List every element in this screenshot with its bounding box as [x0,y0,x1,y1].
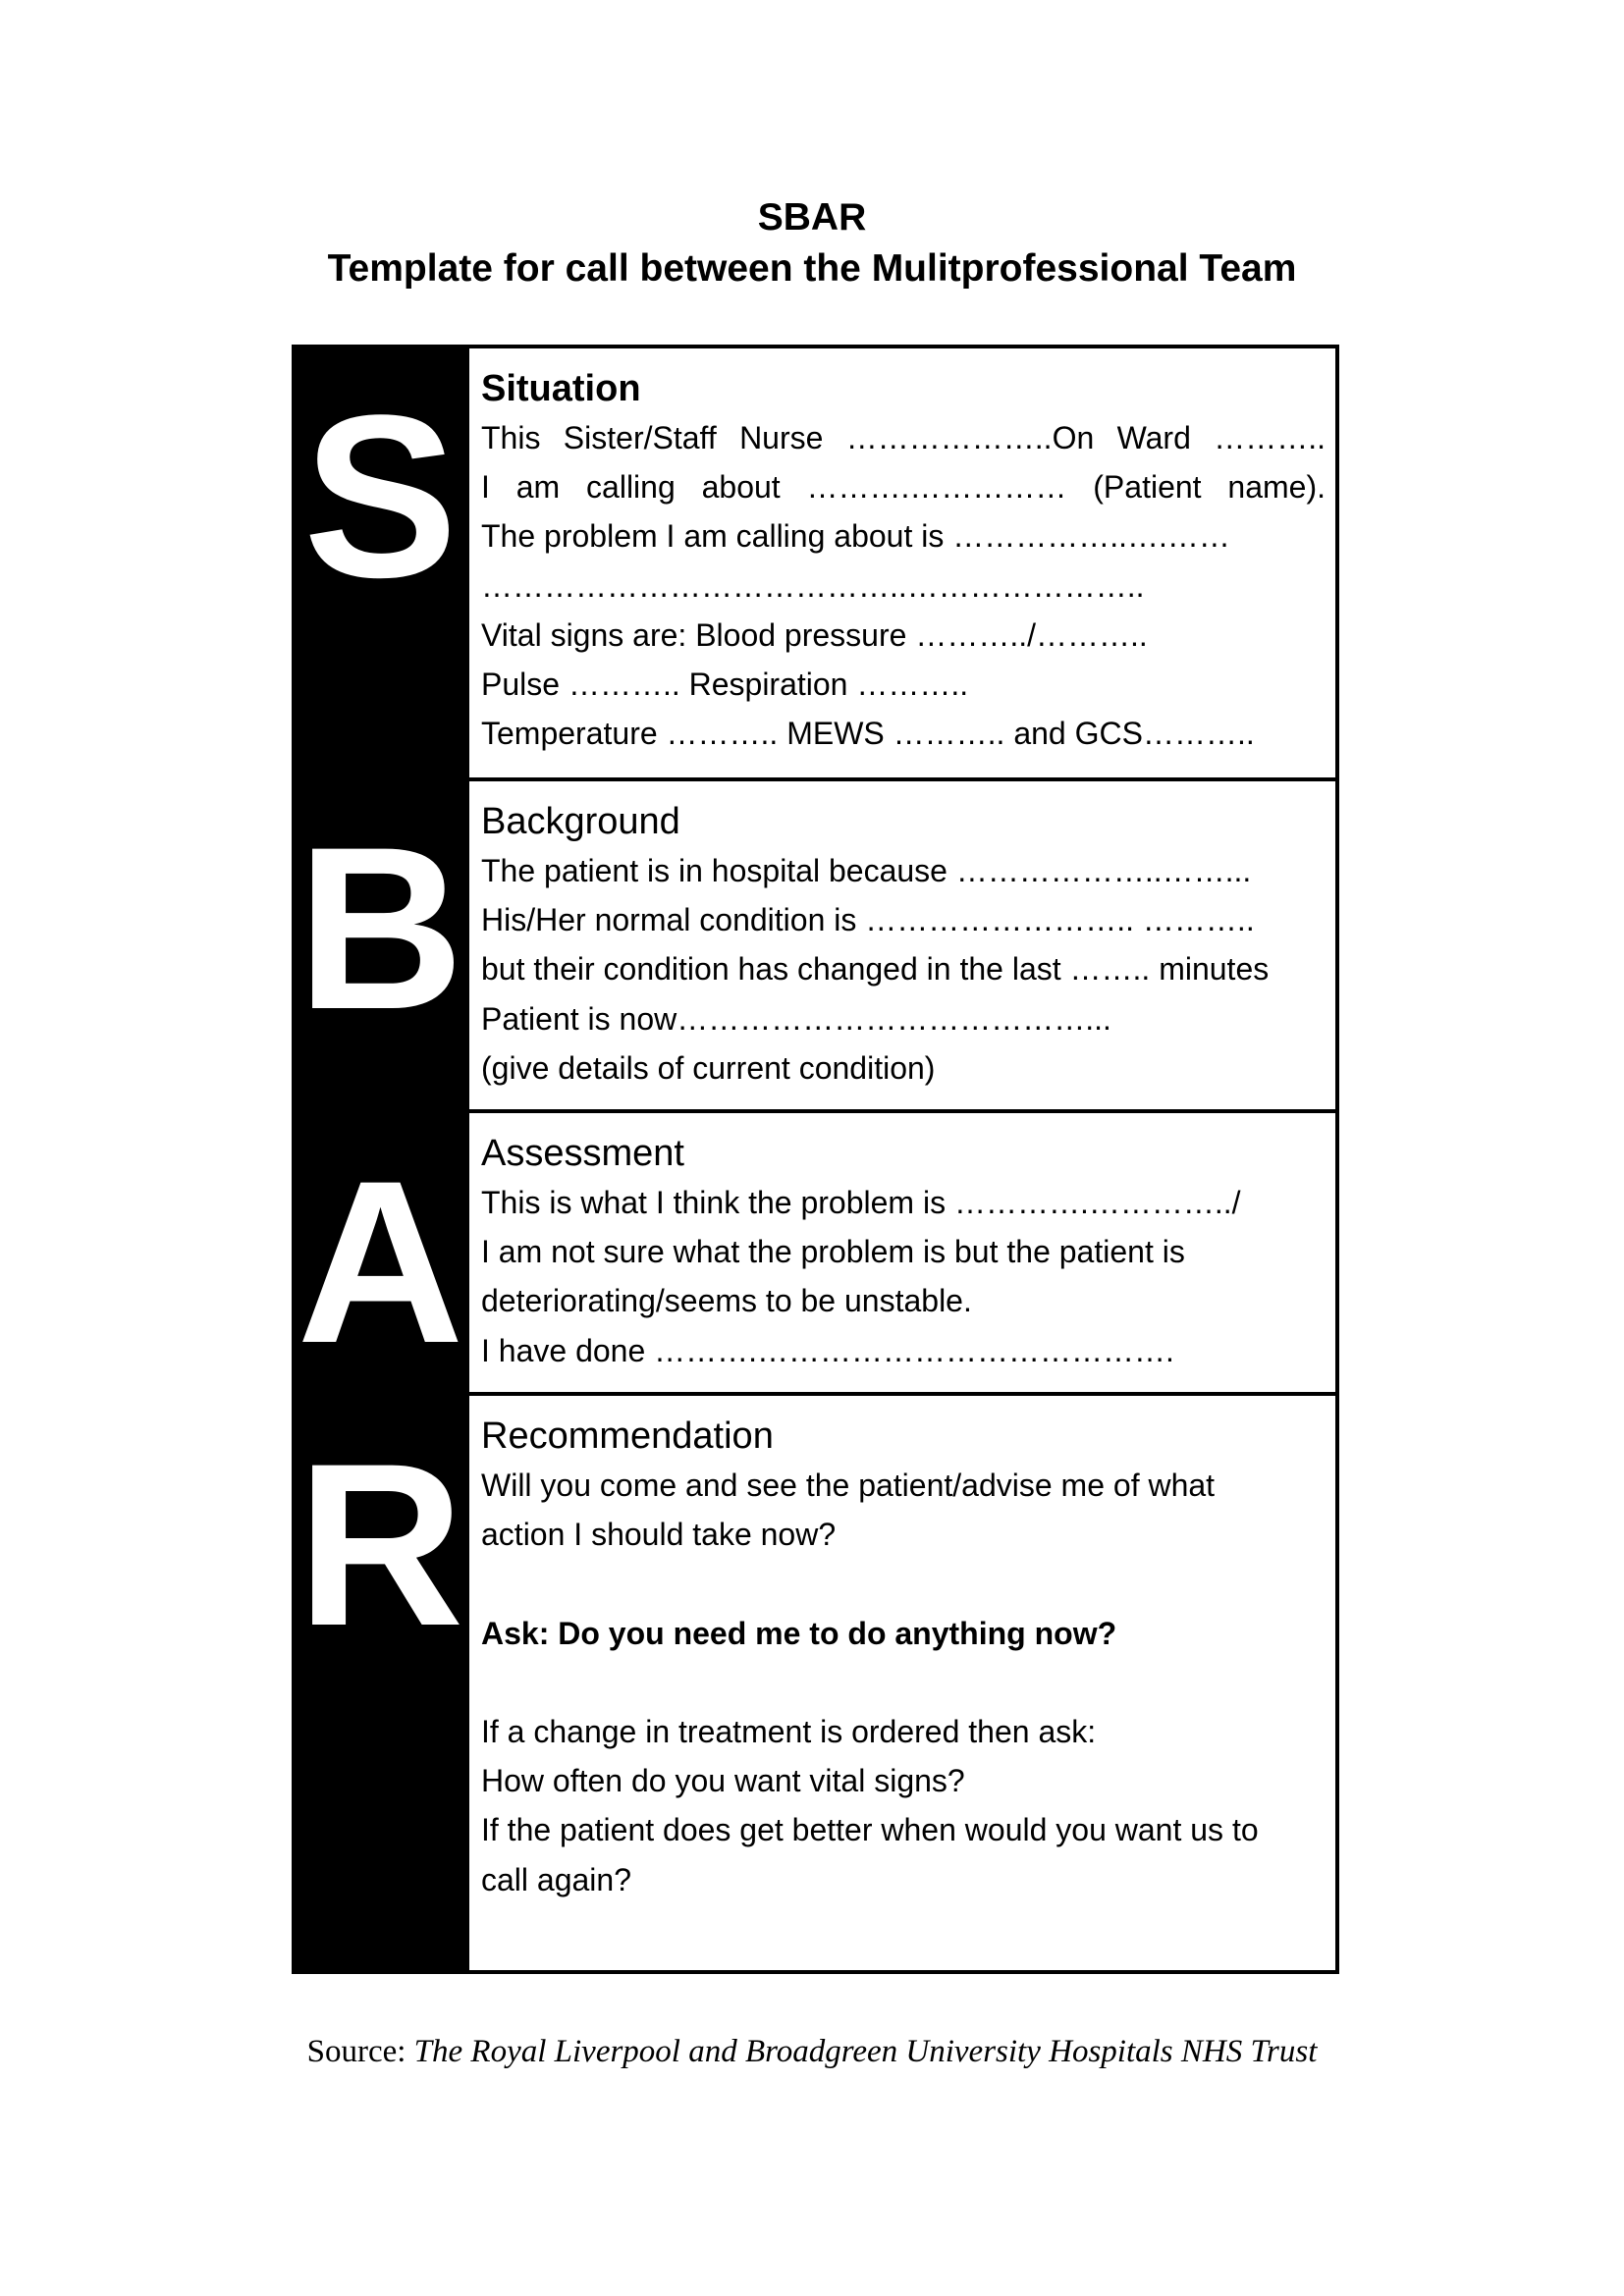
source-name: The Royal Liverpool and Broadgreen University Hospitals NHS Trust [413,2034,1318,2069]
background-line: The patient is in hospital because ………………..……... [481,853,1252,888]
situation-line: …………………………………..………………….. [481,567,1145,604]
assessment-line: I have done ……….…………………………………. [481,1332,1174,1368]
letter-a: A [297,1133,464,1392]
blank-line [481,1559,1326,1608]
content-column [469,348,1335,1970]
background-heading: Background [481,801,680,842]
background-line: His/Her normal condition is …………………….. ……….. [481,902,1255,938]
situation-heading: Situation [481,368,641,409]
background-line: Patient is now…………………………………... [481,1000,1111,1037]
situation-line: The problem I am calling about is ……………..….…… [481,518,1230,555]
recommendation-line: If a change in treatment is ordered then ask: [481,1713,1097,1749]
assessment-line: This is what I think the problem is ………….…………../ [481,1185,1241,1220]
letter-r: R [297,1415,464,1675]
source-prefix: Source: [306,2034,414,2069]
background-line: (give details of current condition) [481,1049,936,1086]
recommendation-line: How often do you want vital signs? [481,1763,965,1799]
assessment-line: I am not sure what the problem is but the patient is [481,1234,1185,1270]
letter-b: B [297,799,464,1058]
background-line: but their condition has changed in the last …….. minutes [481,951,1270,988]
situation-line: I am calling about ……….…………… (Patient name). [481,469,1326,506]
assessment-section [469,1113,1335,1396]
recommendation-line: If the patient does get better when would you want us to [481,1812,1259,1848]
situation-line: This Sister/Staff Nurse ………………..On Ward ……….. [481,420,1326,455]
assessment-line: deteriorating/seems to be unstable. [481,1283,972,1319]
recommendation-heading: Recommendation [481,1415,774,1457]
recommendation-section [469,1396,1335,1970]
page-subtitle: Template for call between the Mulitprofessional Team [327,247,1297,290]
situation-line: Vital signs are: Blood pressure ………../……….. [481,616,1148,653]
assessment-heading: Assessment [481,1133,684,1174]
situation-line: Pulse ……….. Respiration ……….. [481,666,969,702]
page-title-block [0,192,1624,294]
situation-line: Temperature ……….. MEWS ……….. and GCS……….. [481,716,1255,752]
blank-line [481,1658,1326,1707]
situation-section [469,348,1335,781]
recommendation-line: action I should take now? [481,1517,837,1553]
recommendation-ask: Ask: Do you need me to do anything now? [481,1615,1117,1651]
recommendation-line: Will you come and see the patient/advise me of what [481,1468,1216,1503]
letter-s: S [302,367,459,626]
background-section [469,781,1335,1113]
page-title: SBAR [757,196,867,239]
recommendation-line: call again? [481,1861,631,1897]
source-note [0,2030,1624,2073]
